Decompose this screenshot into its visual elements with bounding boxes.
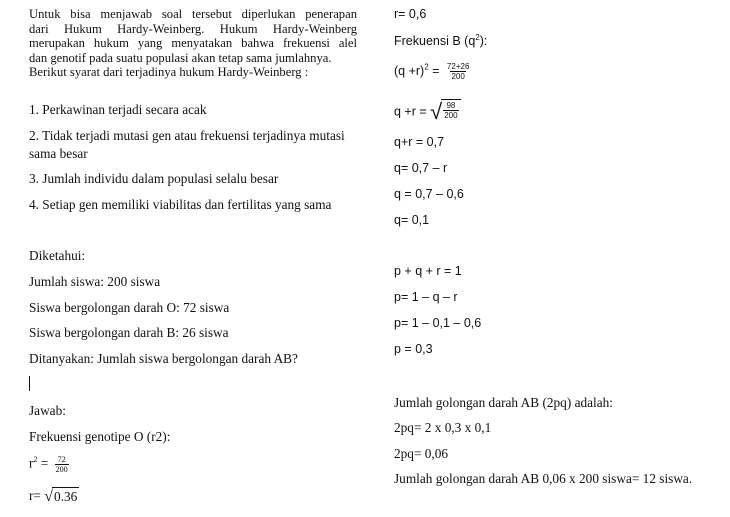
known-label: Diketahui: xyxy=(29,248,86,263)
qr-sqrt-equation: q +r = √ $\frac{98}{200}$ xyxy=(394,99,461,125)
condition-3: 3. Jumlah individu dalam populasi selalu besar xyxy=(29,171,279,186)
step-q-1: q+r = 0,7 xyxy=(394,135,445,149)
qr2-fraction: $\frac{72+26}{200}$ xyxy=(446,62,470,81)
intro-paragraph xyxy=(29,7,357,80)
step-q-4: q= 0,1 xyxy=(394,213,430,227)
condition-2-cont: sama besar xyxy=(29,146,88,161)
freq-b-label: Frekuensi B $(q^2)$: xyxy=(394,32,488,48)
ab-result: 2pq= 0,06 xyxy=(394,446,449,461)
sqrt-symbol: √ $\frac{98}{200}$ xyxy=(430,99,460,125)
known-b: Siswa bergolongan darah B: 26 siswa xyxy=(29,325,229,340)
condition-1: 1. Perkawinan terjadi secara acak xyxy=(29,102,207,117)
answer-label: Jawab: xyxy=(29,403,66,418)
r-sqrt-equation: r= √ 0.36 xyxy=(29,488,78,505)
intro-line: Untuk bisa menjawab soal tersebut diperlukan penerapan xyxy=(29,7,357,21)
r-value: r= 0,6 xyxy=(394,7,427,21)
r2-fraction: $\frac{72}{200}$ xyxy=(55,455,68,474)
freq-o-label: Frekuensi genotipe O (r2): xyxy=(29,429,171,444)
step-p-1: p + q + r = 1 xyxy=(394,264,462,278)
question: Ditanyakan: Jumlah siswa bergolongan darah AB? xyxy=(29,351,298,366)
known-o: Siswa bergolongan darah O: 72 siswa xyxy=(29,300,230,315)
ab-total: Jumlah golongan darah AB 0,06 x 200 siswa= 12 siswa. xyxy=(394,471,693,486)
ab-label: Jumlah golongan darah AB (2pq) adalah: xyxy=(394,395,613,410)
intro-line: merupakan hukum yang menyatakan bahwa frekuensi alel xyxy=(29,36,357,50)
text-cursor[interactable] xyxy=(29,376,30,391)
step-p-2: p= 1 – q – r xyxy=(394,290,458,304)
sqrt-symbol: √ 0.36 xyxy=(44,488,78,505)
qr2-equation: $(q +r)^2$ = $\frac{72+26}{200}$ xyxy=(394,62,470,81)
intro-line: dan genotif pada suatu populasi akan tetap sama jumlahnya. xyxy=(29,50,332,65)
r2-equation: $r^2$ = $\frac{72}{200}$ xyxy=(29,455,68,474)
condition-4: 4. Setiap gen memiliki viabilitas dan fertilitas yang sama xyxy=(29,197,332,212)
step-p-4: p = 0,3 xyxy=(394,342,433,356)
intro-line: dari Hukum Hardy-Weinberg. Hukum Hardy-Weinberg xyxy=(29,21,357,36)
known-total: Jumlah siswa: 200 siswa xyxy=(29,274,161,289)
intro-line: Berikut syarat dari terjadinya hukum Hardy-Weinberg : xyxy=(29,65,309,79)
ab-calc: 2pq= 2 x 0,3 x 0,1 xyxy=(394,420,492,435)
step-p-3: p= 1 – 0,1 – 0,6 xyxy=(394,316,482,330)
step-q-2: q= 0,7 – r xyxy=(394,161,448,175)
condition-2: 2. Tidak terjadi mutasi gen atau frekuensi terjadinya mutasi xyxy=(29,128,345,143)
step-q-3: q = 0,7 – 0,6 xyxy=(394,187,464,201)
